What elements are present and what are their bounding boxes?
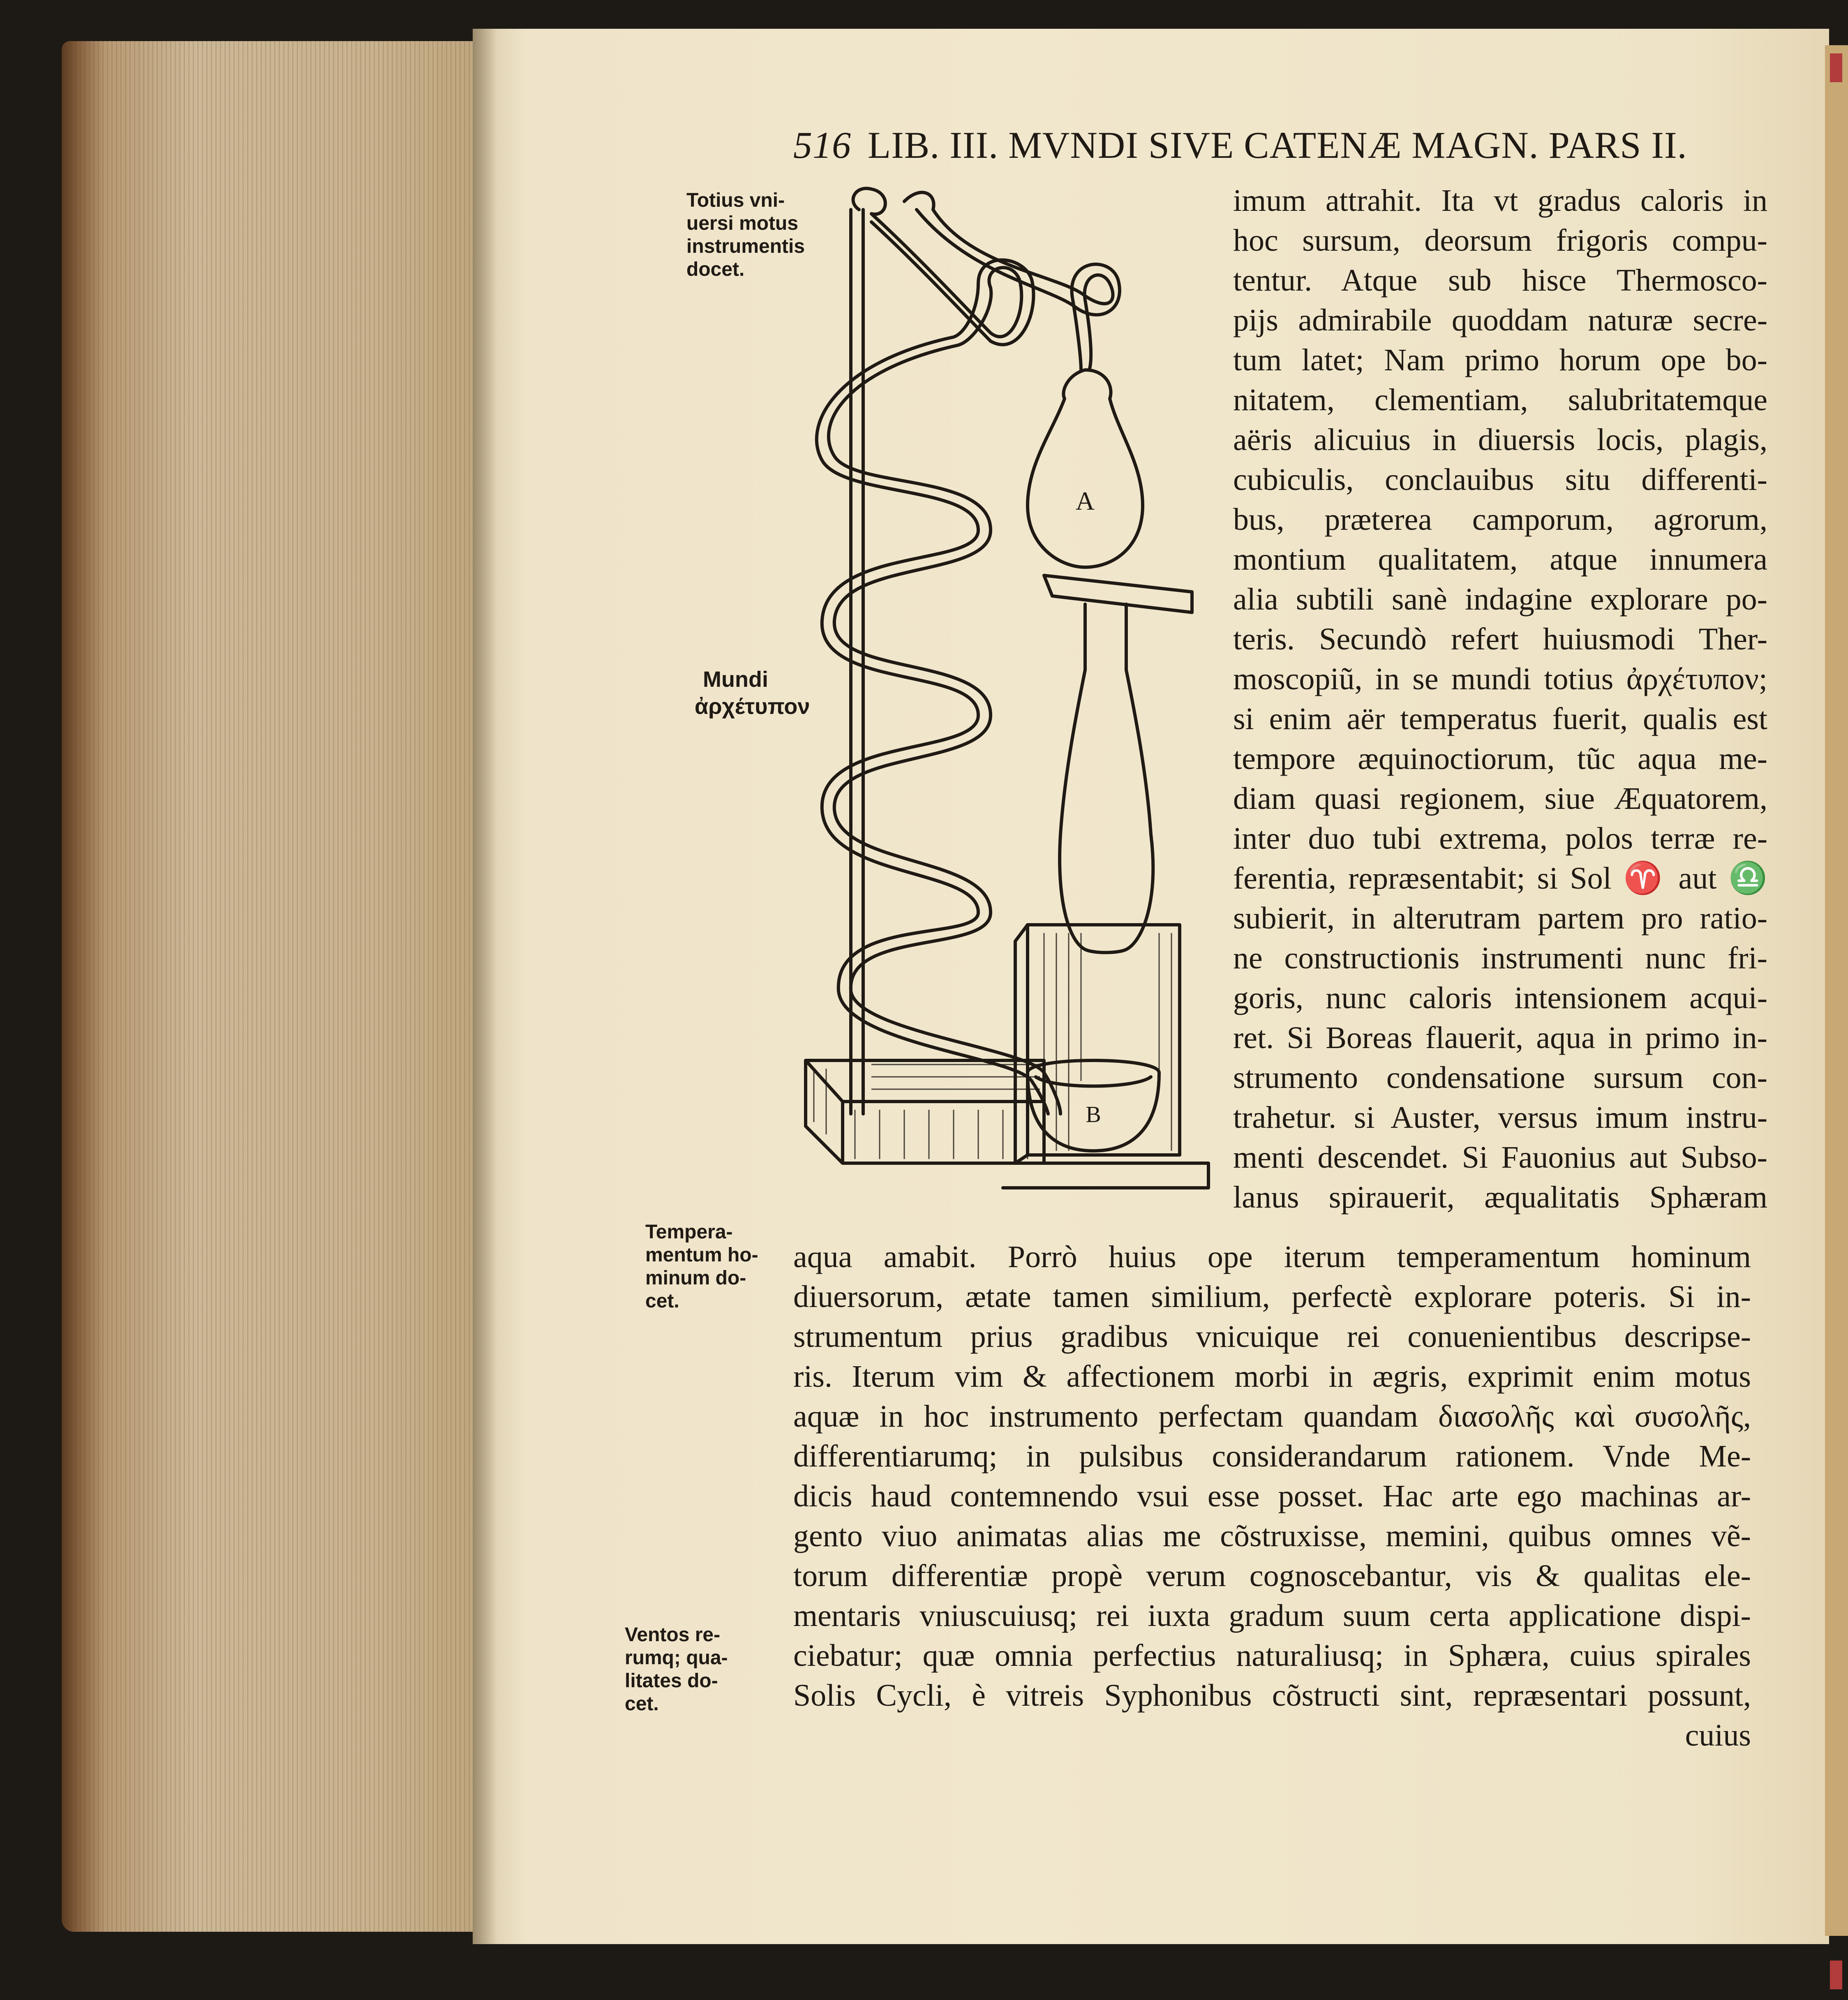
note-line: minum do- [645,1267,746,1289]
text-line: ferentia, repræsentabit; si Sol ♈ aut ♎ [1233,861,1767,896]
text-line: alia subtili sanè indagine explorare po- [1233,582,1767,617]
side-note-ventos [625,1624,728,1716]
text-line: goris, nunc caloris intensionem acqui- [1233,981,1767,1015]
note-line: mentum ho- [645,1244,758,1266]
text-line: si enim aër temperatus fuerit, qualis est [1233,702,1767,736]
text-line: dicis haud contemnendo vsui esse posset. Hac arte ego machinas ar- [793,1479,1751,1513]
text-line: torum differentiæ propè verum cognoscebantur, vis & qualitas ele- [793,1559,1751,1593]
note-line: ἀρχέτυπον [695,694,810,719]
text-line: nitatem, clementiam, salubritatemque [1233,383,1767,417]
flask-board [1044,575,1192,612]
text-line: tentur. Atque sub hisce Thermosco- [1233,263,1767,298]
text-line: pijs admirabile quoddam naturæ secre- [1233,303,1767,337]
page-number: 516 [793,124,851,166]
text-line: aëris alicuius in diuersis locis, plagis, [1233,423,1767,457]
facing-page-edge [1825,45,1848,1936]
text-line: lanus spirauerit, æqualitatis Sphæram [1233,1180,1767,1215]
running-header [793,123,1780,177]
text-line: imum attrahit. Ita vt gradus caloris in [1233,183,1767,218]
text-line: differentiarumq; in pulsibus considerandarum rationem. Vnde Me- [793,1439,1751,1473]
text-line: ne constructionis instrumenti nunc fri- [1233,941,1767,975]
text-line: subierit, in alterutram partem pro ratio- [1233,901,1767,935]
text-line: Solis Cycli, è vitreis Syphonibus cõstructi sint, repræsentari possunt, [793,1678,1751,1713]
running-title: LIB. III. MVNDI SIVE CATENÆ MAGN. PARS II. [868,124,1687,166]
bookmark-ribbon-bottom [1830,1961,1842,1989]
flask-a [1028,370,1143,567]
note-line: cet. [645,1290,679,1312]
text-line: inter duo tubi extrema, polos terræ re- [1233,821,1767,856]
note-line: docet. [686,259,745,280]
main-base [806,1060,1044,1163]
note-line: uersi motus [686,212,799,234]
note-line: instrumentis [686,236,805,257]
text-line: tempore æquinoctiorum, tũc aqua me- [1233,741,1767,776]
thermoscope-woodcut [797,177,1221,1212]
text-line: bus, præterea camporum, agrorum, [1233,502,1767,537]
label-a: A [1075,486,1095,515]
text-line: hoc sursum, deorsum frigoris compu- [1233,223,1767,258]
text-line: ciebatur; quæ omnia perfectius naturaliusq; in Sphæra, cuius spirales [793,1638,1751,1673]
tall-bottle [1060,604,1153,953]
side-note-instrument [686,189,805,281]
text-line: ris. Iterum vim & affectionem morbi in ægris, exprimit enim motus [793,1359,1751,1394]
text-line: ret. Si Boreas flauerit, aqua in primo in- [1233,1021,1767,1055]
page-edge-lines [62,41,506,1932]
text-line: tum latet; Nam primo horum ope bo- [1233,343,1767,377]
text-line: diam quasi regionem, siue Æquatorem, [1233,781,1767,816]
note-line: Mundi [703,667,768,692]
note-line: Ventos re- [625,1624,721,1646]
text-line: aqua amabit. Porrò huius ope iterum temperamentum hominum [793,1240,1751,1274]
text-line: diuersorum, ætate tamen similium, perfectè explorare poteris. Si in- [793,1279,1751,1314]
note-line: Tempera- [645,1221,733,1243]
gutter-shadow [473,29,497,1944]
side-note-mundi [695,666,810,720]
note-line: cet. [625,1693,659,1715]
note-line: litates do- [625,1670,718,1692]
text-line: mentaris vniuscuiusq; rei iuxta gradum suum certa applicatione dispi- [793,1598,1751,1633]
side-note-temperament [645,1221,758,1313]
text-line: moscopiũ, in se mundi totius ἀρχέτυπον; [1233,662,1767,696]
text-line: cubiculis, conclauibus situ differenti- [1233,462,1767,497]
note-line: rumq; qua- [625,1647,728,1669]
full-width-text [793,1237,1751,1755]
text-line: trahetur. si Auster, versus imum instru- [1233,1100,1767,1135]
label-b: B [1086,1102,1101,1127]
text-line: strumentum prius gradibus vnicuique rei conuenientibus descripse- [793,1319,1751,1354]
column-text [1233,181,1767,1217]
text-line: aquæ in hoc instrumento perfectam quandam διασολῆς καὶ συσολῆς, [793,1399,1751,1434]
text-line: montium qualitatem, atque innumera [1233,542,1767,577]
text-line: gento viuo animatas alias me cõstruxisse, memini, quibus omnes vẽ- [793,1519,1751,1553]
text-line: menti descendet. Si Fauonius aut Subso- [1233,1140,1767,1175]
text-line: teris. Secundò refert huiusmodi Ther- [1233,622,1767,656]
note-line: Totius vni- [686,189,785,211]
text-line: strumento condensatione sursum con- [1233,1060,1767,1095]
book-page-edges [62,41,506,1932]
bookmark-ribbon [1830,53,1842,82]
catchword: cuius [1685,1718,1751,1753]
